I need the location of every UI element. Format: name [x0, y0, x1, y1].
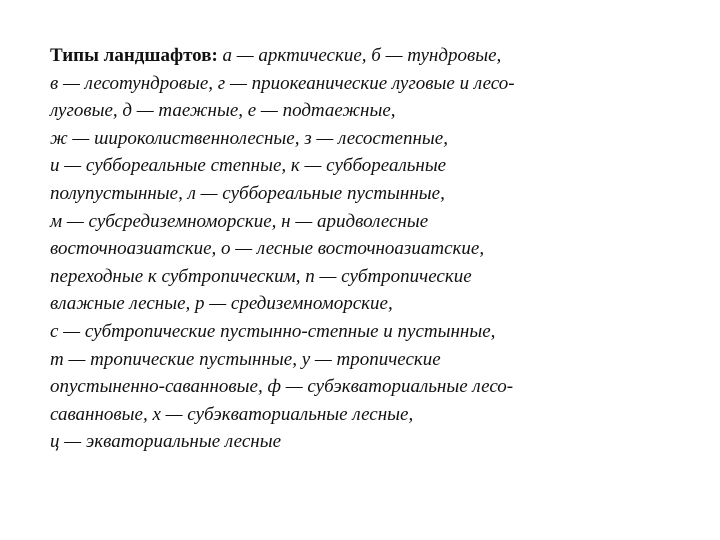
text-line: восточноазиатские, о — лесные восточноазиатские,	[50, 238, 485, 260]
text-line-1	[50, 42, 690, 70]
text-line: полупустынные, л — суббореальные пустынные,	[50, 182, 445, 204]
text-line: м — субсредиземноморские, н — аридволесные	[50, 210, 429, 232]
text-line: т — тропические пустынные, у — тропические	[50, 348, 441, 370]
text-line: луговые, д — таежные, е — подтаежные,	[50, 100, 396, 122]
text-line: ж — широколиственнолесные, з — лесостепные,	[50, 127, 448, 149]
document-title: Типы ландшафтов:	[50, 45, 218, 66]
text-line: опустыненно-саванновые, ф — субэкваториальные лесо-	[50, 376, 514, 398]
text-line: саванновые, х — субэкваториальные лесные,	[50, 403, 414, 425]
text-line: в — лесотундровые, г — приокеанические луговые и лесо-	[50, 72, 515, 94]
text-line: влажные лесные, р — средиземноморские,	[50, 293, 393, 315]
text-line: и — суббореальные степные, к — суббореальные	[50, 155, 447, 177]
text-line: ц — экваториальные лесные	[50, 431, 282, 453]
text-line: с — субтропические пустынно-степные и пустынные,	[50, 320, 496, 342]
first-line-text: а — арктические, б — тундровые,	[217, 45, 502, 66]
landscape-types-text	[50, 42, 690, 456]
text-line: переходные к субтропическим, п — субтропические	[50, 265, 472, 287]
